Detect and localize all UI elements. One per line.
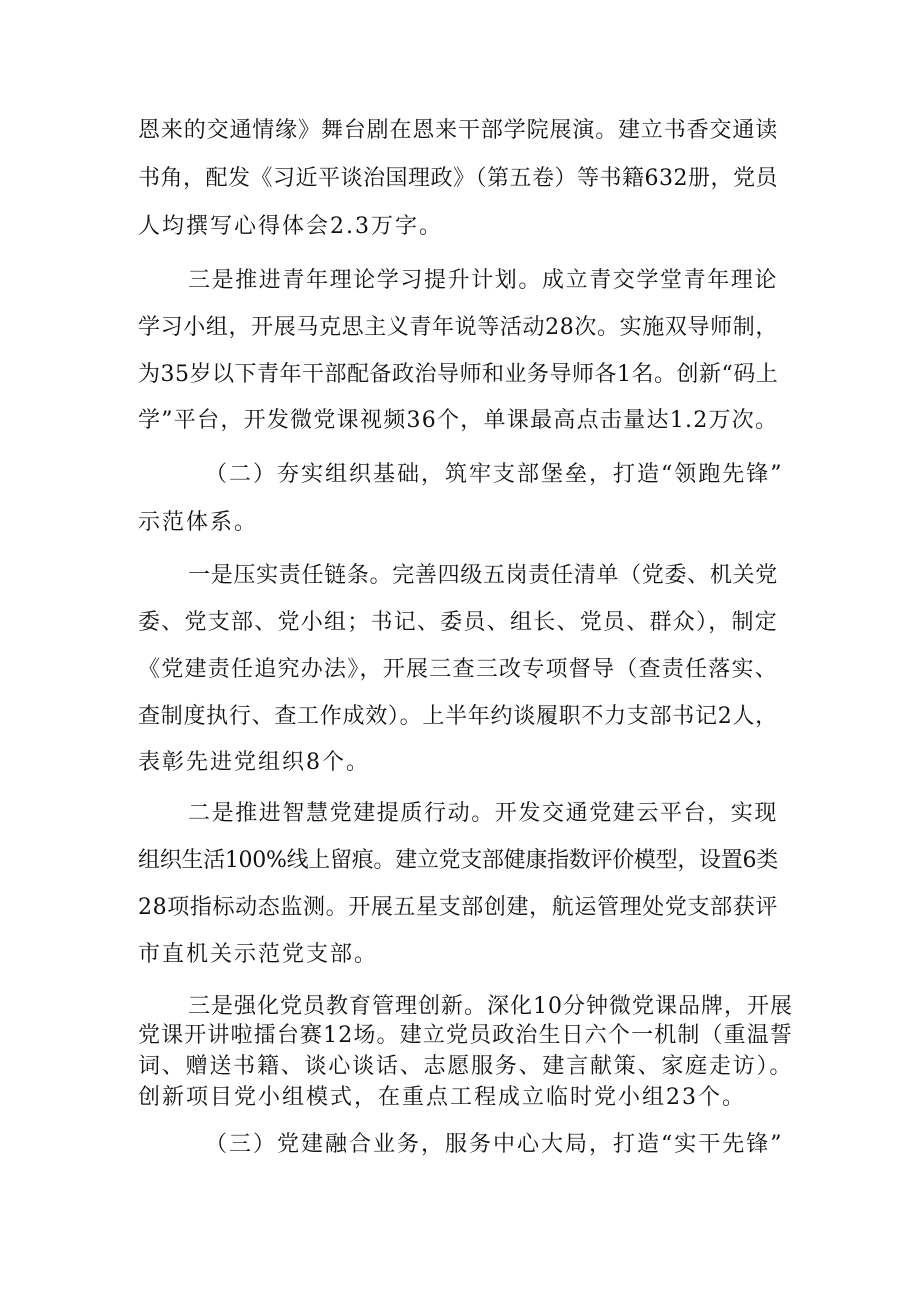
text-line: 学习小组，开展马克思主义青年说等活动28次。实施双导师制， bbox=[138, 315, 778, 340]
text-line: 《党建责任追究办法》，开展三查三改专项督导（查责任落实、 bbox=[138, 657, 779, 682]
text-line: 创新项目党小组模式，在重点工程成立临时党小组23个。 bbox=[138, 1085, 746, 1110]
text-line: 表彰先进党组织8个。 bbox=[138, 750, 370, 775]
text-line: 党课开讲啦擂台赛12场。建立党员政治生日六个一机制（重温誓 bbox=[138, 1023, 794, 1048]
text-line: 市直机关示范党支部。 bbox=[138, 942, 379, 967]
section-heading: （二）夯实组织基础，筑牢支部堡垒，打造“领跑先锋” bbox=[205, 462, 784, 487]
text-line: 词、赠送书籍、谈心谈话、志愿服务、建言献策、家庭走访）。 bbox=[138, 1054, 794, 1079]
text-line: 查制度执行、查工作成效）。上半年约谈履职不力支部书记2人， bbox=[138, 704, 778, 729]
text-line: 为35岁以下青年干部配备政治导师和业务导师各1名。创新“码上 bbox=[138, 362, 779, 387]
text-line: 二是推进智慧党建提质行动。开发交通党建云平台，实现 bbox=[188, 801, 779, 826]
text-line: 一是压实责任链条。完善四级五岗责任清单（党委、机关党 bbox=[188, 563, 778, 588]
section-heading: 示范体系。 bbox=[138, 510, 259, 535]
text-line: 人均撰写心得体会2.3万字。 bbox=[138, 214, 443, 239]
section-heading: （三）党建融合业务，服务中心大局，打造“实干先锋” bbox=[205, 1132, 784, 1157]
text-line: 28项指标动态监测。开展五星支部创建，航运管理处党支部获评 bbox=[138, 895, 778, 920]
text-line: 学”平台，开发微党课视频36个，单课最高点击量达1.2万次。 bbox=[138, 408, 779, 433]
text-line: 三是强化党员教育管理创新。深化10分钟微党课品牌，开展 bbox=[188, 994, 793, 1019]
text-line: 恩来的交通情缘》舞台剧在恩来干部学院展演。建立书香交通读 bbox=[138, 118, 779, 143]
text-line: 委、党支部、党小组；书记、委员、组长、党员、群众），制定 bbox=[138, 610, 779, 635]
text-line: 三是推进青年理论学习提升计划。成立青交学堂青年理论 bbox=[188, 268, 779, 293]
text-line: 书角，配发《习近平谈治国理政》（第五卷）等书籍632册，党员 bbox=[138, 166, 778, 191]
text-line: 组织生活100%线上留痕。建立党支部健康指数评价模型，设置6类 bbox=[138, 848, 778, 873]
